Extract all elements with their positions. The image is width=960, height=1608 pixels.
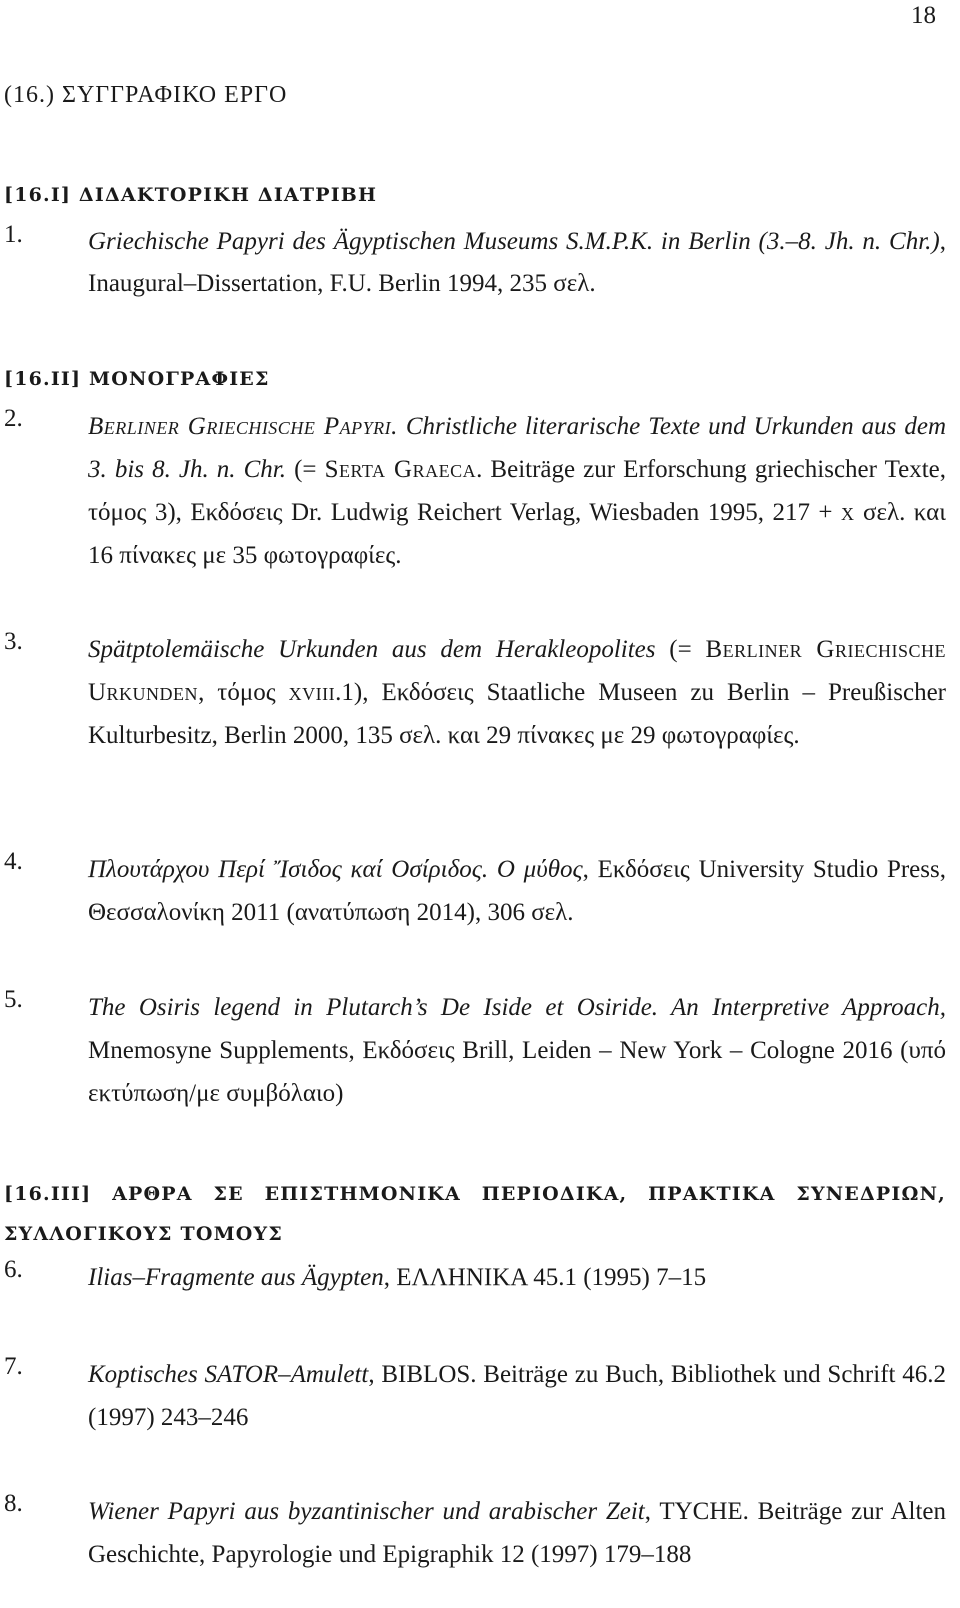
entry-number: 2. xyxy=(4,405,23,432)
page-number: 18 xyxy=(911,2,936,29)
subheading-monographs: [16.II] ΜΟΝΟΓΡΑΦΙΕΣ xyxy=(4,368,270,390)
entry-details: , ΕΛΛΗΝΙΚΑ 45.1 (1995) 7–15 xyxy=(383,1264,707,1291)
entry-number: 5. xyxy=(4,986,23,1013)
entry-title: Spätptolemäische Urkunden aus dem Herakleopolites xyxy=(88,636,656,663)
entry-title: Ilias–Fragmente aus Ägypten xyxy=(88,1264,384,1291)
entry-text xyxy=(88,986,946,1115)
entry-details: , BIBLOS. Beiträge zu Buch, Bibliothek und Schrift 46.2 (1997) 243–246 xyxy=(88,1361,946,1431)
bibliography-entry-2 xyxy=(4,405,946,577)
entry-number: 1. xyxy=(4,221,23,248)
bibliography-entry-5 xyxy=(4,986,946,1115)
entry-text xyxy=(88,1490,946,1576)
bibliography-entry-8 xyxy=(4,1490,946,1576)
bibliography-entry-7 xyxy=(4,1353,946,1439)
entry-details: , Εκδόσεις University Studio Press, Θεσσαλονίκη 2011 (ανατύπωση 2014), 306 σελ. xyxy=(88,856,946,926)
entry-number: 3. xyxy=(4,628,23,655)
entry-title: Griechische Papyri des Ägyptischen Museums S.M.P.K. in Berlin (3.–8. Jh. n. Chr.) xyxy=(88,228,940,255)
entry-details: .1), Εκδόσεις Staatliche Museen zu Berlin – Preußischer Kulturbesitz, Berlin 2000, 135 σελ. και 29 πίνακες με 29 φωτογραφίες. xyxy=(88,679,946,749)
entry-punct-2: , τόμος xyxy=(198,679,289,706)
entry-series-name: Serta Graeca xyxy=(324,456,477,483)
entry-title: Koptisches SATOR–Amulett xyxy=(88,1361,369,1388)
entry-number: 4. xyxy=(4,848,23,875)
entry-details: Mnemosyne Supplements, Εκδόσεις Brill, Leiden – New York – Cologne 2016 (υπό εκτύπωση/με συμβόλαιο) xyxy=(88,1037,946,1107)
entry-roman: x xyxy=(841,499,855,526)
bibliography-entry-4 xyxy=(4,848,946,934)
entry-details: , Inaugural–Dissertation, F.U. Berlin 1994, 235 σελ. xyxy=(88,228,946,297)
entry-volume: xviii xyxy=(288,679,336,706)
bibliography-entry-3 xyxy=(4,628,946,757)
section-heading: (16.) ΣΥΓΓΡΑΦΙΚΟ ΕΡΓΟ xyxy=(4,82,288,108)
entry-text xyxy=(88,1353,946,1439)
bibliography-entry-1 xyxy=(4,221,946,305)
entry-title: The Osiris legend in Plutarch’s De Iside et Osiride. An Interpretive Approach, xyxy=(88,994,946,1021)
entry-number: 6. xyxy=(4,1256,23,1283)
entry-details-2: σελ. και 16 πίνακες με 35 φωτογραφίες. xyxy=(88,499,946,569)
entry-series-name: Berliner Griechische Urkunden xyxy=(88,636,946,706)
entry-text xyxy=(88,1256,946,1299)
subheading-dissertation: [16.I] ΔΙΔΑΚΤΟΡΙΚΗ ΔΙΑΤΡΙΒΗ xyxy=(4,184,378,206)
subheading-articles: [16.III] ΑΡΘΡΑ ΣΕ ΕΠΙΣΤΗΜΟΝΙΚΑ ΠΕΡΙΟΔΙΚΑ, ΠΡΑΚΤΙΚΑ ΣΥΝΕΔΡΙΩΝ, ΣΥΛΛΟΓΙΚΟΥΣ ΤΟΜΟΥΣ xyxy=(4,1183,946,1245)
entry-text xyxy=(88,221,946,305)
entry-text xyxy=(88,848,946,934)
entry-details: . Beiträge zur Erforschung griechischer Texte, τόμος 3), Εκδόσεις Dr. Ludwig Reichert Verlag, Wiesbaden 1995, 217 + xyxy=(88,456,947,526)
entry-punct: (= xyxy=(655,636,706,663)
entry-punct: (= xyxy=(286,456,325,483)
entry-title: Πλουτάρχου Περί Ἴσιδος καί Οσίριδος. Ο μύθος xyxy=(88,856,583,883)
bibliography-entry-6 xyxy=(4,1256,946,1299)
entry-text xyxy=(88,628,946,757)
entry-number: 8. xyxy=(4,1490,23,1517)
entry-number: 7. xyxy=(4,1353,23,1380)
entry-details: , TYCHE. Beiträge zur Alten Geschichte, Papyrologie und Epigraphik 12 (1997) 179–188 xyxy=(88,1498,946,1568)
entry-series: Berliner Griechische Papyri. xyxy=(88,413,398,440)
entry-title: Wiener Papyri aus byzantinischer und arabischer Zeit xyxy=(88,1498,645,1525)
entry-title: Christliche literarische Texte und Urkunden aus dem 3. bis 8. Jh. n. Chr. xyxy=(88,413,946,483)
entry-text xyxy=(88,405,946,577)
